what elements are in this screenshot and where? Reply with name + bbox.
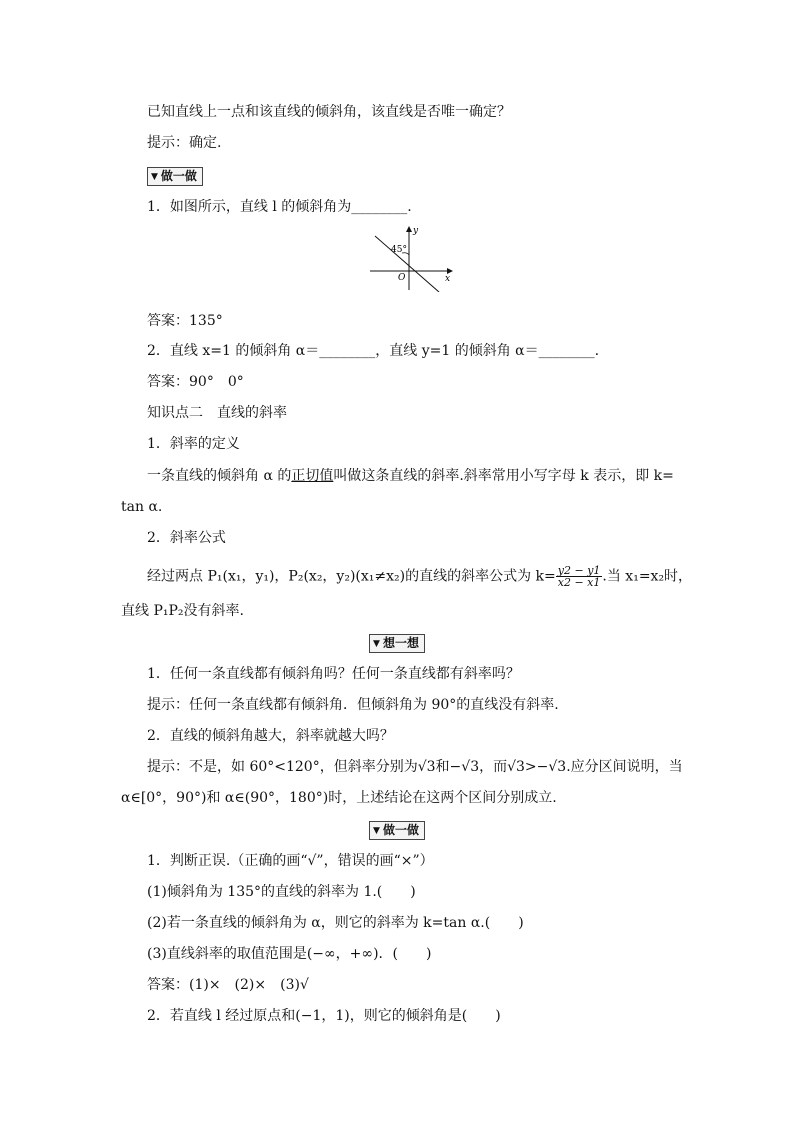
slope-definition-tan: tan α. xyxy=(121,499,163,515)
knowledge-point-2-title: 知识点二 直线的斜率 xyxy=(147,405,287,421)
answer-line-1: 答案：135° xyxy=(147,313,223,329)
true-false-instruction: 1．判断正误.（正确的画“√”，错误的画“×”） xyxy=(147,853,434,869)
angle-label: 45° xyxy=(391,245,407,255)
section-badge-do-1: ▼ 做一做 xyxy=(147,166,203,186)
slope-formula-heading: 2．斜率公式 xyxy=(147,530,226,546)
slope-formula-line xyxy=(147,565,692,588)
think-hint-2: 提示：不是，如 60°<120°，但斜率分别为√3和−√3，而√3>−√3.应分区间说明，当 xyxy=(147,759,683,775)
slope-definition-pre: 一条直线的倾斜角 α 的 xyxy=(147,468,292,484)
exercise-origin-line: 2．若直线 l 经过原点和(−1，1)，则它的倾斜角是( ) xyxy=(147,1008,501,1024)
section-badge-do-2: ▼ 做一做 xyxy=(0,820,794,840)
slope-definition-post: 叫做这条直线的斜率.斜率常用小写字母 k 表示，即 k= xyxy=(333,468,674,484)
fraction-numerator: y2 − y1 xyxy=(557,564,601,577)
incline-figure xyxy=(365,224,455,292)
triangle-down-icon: ▼ xyxy=(151,172,158,182)
triangle-down-icon: ▼ xyxy=(373,639,380,649)
underlined-tangent-term: 正切值 xyxy=(291,468,334,484)
think-hint-1: 提示：任何一条直线都有倾斜角．但倾斜角为 90°的直线没有斜率. xyxy=(147,697,559,713)
hint-line: 提示：确定. xyxy=(147,135,222,151)
true-false-answer: 答案：(1)× (2)× (3)√ xyxy=(147,977,309,993)
exercise-1-line: 1．如图所示，直线 l 的倾斜角为________. xyxy=(147,199,412,215)
true-false-item-2: (2)若一条直线的倾斜角为 α，则它的斜率为 k=tan α.( ) xyxy=(147,915,524,931)
y-axis-label: y xyxy=(413,226,419,236)
true-false-item-3: (3)直线斜率的取值范围是(−∞，+∞)．( ) xyxy=(147,946,432,962)
fraction-denominator: x2 − x1 xyxy=(557,576,601,589)
slope-formula-pre: 经过两点 P₁(x₁，y₁)，P₂(x₂，y₂)(x₁≠x₂)的直线的斜率公式为 k= xyxy=(147,568,556,585)
section-badge-think: ▼ 想一想 xyxy=(0,633,794,653)
origin-label: O xyxy=(398,273,406,283)
think-question-1: 1．任何一条直线都有倾斜角吗？任何一条直线都有斜率吗？ xyxy=(147,666,520,682)
question-line-uniqueness: 已知直线上一点和该直线的倾斜角，该直线是否唯一确定？ xyxy=(147,104,511,120)
true-false-item-1: (1)倾斜角为 135°的直线的斜率为 1.( ) xyxy=(147,884,416,900)
slope-definition-line xyxy=(147,466,674,486)
slope-definition-heading: 1．斜率的定义 xyxy=(147,436,240,452)
no-slope-line: 直线 P₁P₂没有斜率. xyxy=(121,603,244,619)
line-l xyxy=(375,236,439,292)
y-axis-arrow-icon xyxy=(406,226,412,232)
think-hint-2-continued: α∈[0°，90°)和 α∈(90°，180°)时，上述结论在这两个区间分别成立. xyxy=(121,790,557,806)
slope-formula-post: .当 x₁=x₂时， xyxy=(602,568,693,585)
answer-line-2: 答案：90° 0° xyxy=(147,374,244,390)
think-question-2: 2．直线的倾斜角越大，斜率就越大吗？ xyxy=(147,728,394,744)
x-axis-label: x xyxy=(445,274,451,284)
triangle-down-icon: ▼ xyxy=(373,826,380,836)
slope-fraction xyxy=(556,565,603,588)
exercise-2-line: 2．直线 x=1 的倾斜角 α＝________，直线 y=1 的倾斜角 α＝________. xyxy=(147,343,600,359)
